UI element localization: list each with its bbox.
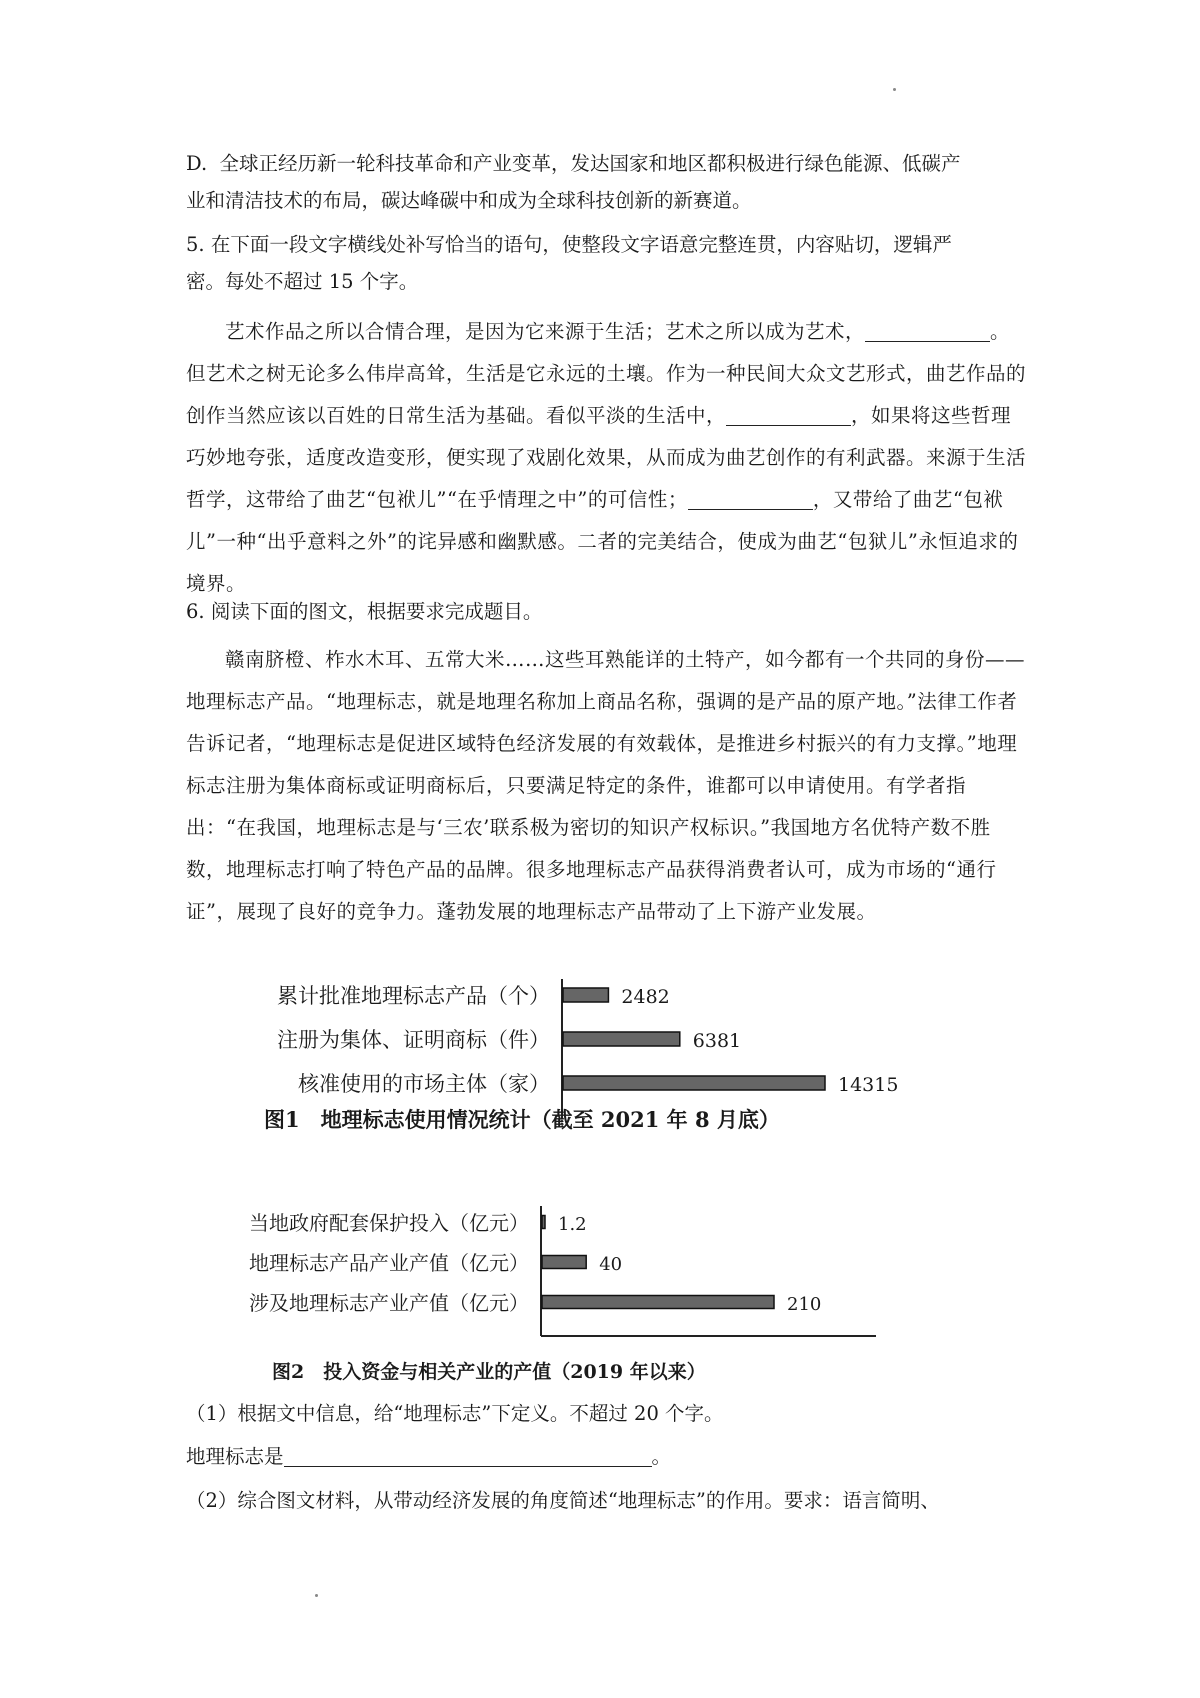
- chart1-bar: [563, 988, 608, 1002]
- figure-1-chart: [186, 975, 1046, 1155]
- fill-blank-3[interactable]: [688, 487, 813, 510]
- figure-2: [186, 1200, 1046, 1390]
- q5-passage-s1-end: 。: [990, 320, 1011, 343]
- option-d-line2: 业和清洁技术的布局，碳达峰碳中和成为全球科技创新的新赛道。: [186, 189, 752, 212]
- chart2-bar: [542, 1296, 774, 1309]
- chart2-value-label: 210: [787, 1294, 822, 1315]
- chart2-category-label: 地理标志产品产业产值（亿元）: [249, 1251, 529, 1275]
- option-d-line1: 全球正经历新一轮科技革命和产业变革，发达国家和地区都积极进行绿色能源、低碳产: [219, 152, 961, 175]
- definition-blank[interactable]: [284, 1444, 652, 1467]
- q6-number: 6.: [186, 600, 205, 623]
- q5-line2: 密。每处不超过 15 个字。: [186, 270, 419, 293]
- q5-passage-s4: ，又带给了曲艺“包袱儿”一种“出乎意料之外”的诧异感和幽默感。二者的完美结合，使成为曲艺“包狱儿”永恒追求的境界。: [186, 488, 1019, 595]
- chart2-value-label: 1.2: [558, 1214, 587, 1235]
- q5-passage-s3: ，如果将这些哲理巧妙地夸张，适度改造变形，便实现了戏剧化效果，从而成为曲艺创作的有利武器。来源于生活哲学，这带给了曲艺“包袱儿”“在乎情理之中”的可信性；: [186, 404, 1027, 511]
- chart2-title: 图2 投入资金与相关产业的产值（2019 年以来）: [272, 1361, 706, 1383]
- q6-passage: 赣南脐橙、柞水木耳、五常大米……这些耳熟能详的土特产，如今都有一个共同的身份——地理标志产品。“地理标志，就是地理名称加上商品名称，强调的是产品的原产地。”法律工作者告诉记者，“地理标志是促进区域特色经济发展的有效载体，是推进乡村振兴的有力支撑。”地理标志注册为集体商标或证明商标后，只要满足特定的条件，谁都可以申请使用。有学者指出：“在我国，地理标志是与‘三农’联系极为密切的知识产权标识。”我国地方名优特产数不胜数，地理标志打响了特色产品的品牌。很多地理标志产品获得消费者认可，成为市场的“通行证”，展现了良好的竞争力。蓬勃发展的地理标志产品带动了上下游产业发展。: [186, 648, 1026, 923]
- scan-speck: [315, 1594, 318, 1597]
- scan-speck: [893, 88, 896, 91]
- chart1-value-label: 14315: [838, 1074, 899, 1096]
- figure-2-chart: [186, 1200, 1046, 1390]
- q6-instruction: 阅读下面的图文，根据要求完成题目。: [210, 600, 543, 623]
- chart2-category-label: 涉及地理标志产业产值（亿元）: [249, 1291, 529, 1315]
- chart1-category-label: 累计批准地理标志产品（个）: [277, 984, 550, 1008]
- figure-1: [186, 975, 1046, 1155]
- q6-sub1-prefix: 地理标志是: [186, 1445, 284, 1468]
- q5-passage-s1: 艺术作品之所以合情合理，是因为它来源于生活；艺术之所以成为艺术，: [225, 320, 866, 343]
- chart1-category-label: 核准使用的市场主体（家）: [298, 1072, 550, 1096]
- chart1-value-label: 6381: [692, 1030, 742, 1052]
- q6-sub1-suffix: 。: [651, 1445, 672, 1468]
- chart1-bar: [563, 1076, 825, 1090]
- fill-blank-1[interactable]: [865, 319, 990, 342]
- chart2-bar: [542, 1216, 545, 1229]
- question-6: [186, 594, 1026, 630]
- q5-line1: 在下面一段文字横线处补写恰当的语句，使整段文字语意完整连贯，内容贴切，逻辑严: [210, 233, 952, 256]
- chart2-category-label: 当地政府配套保护投入（亿元）: [249, 1211, 529, 1235]
- option-d-label: D.: [186, 152, 208, 175]
- q6-sub1-answer: [186, 1439, 1026, 1475]
- q6-sub1-prompt: （1）根据文中信息，给“地理标志”下定义。不超过 20 个字。: [186, 1402, 724, 1425]
- chart1-value-label: 2482: [621, 986, 670, 1008]
- question-5: [186, 227, 1026, 263]
- fill-blank-2[interactable]: [726, 403, 851, 426]
- chart1-category-label: 注册为集体、证明商标（件）: [277, 1028, 550, 1052]
- chart2-bar: [542, 1256, 586, 1269]
- option-d: [186, 146, 1026, 182]
- chart1-bar: [563, 1032, 680, 1046]
- q5-passage-s2: 但艺术之树无论多么伟岸高耸，生活是它永远的土壤。作为一种民间大众文艺形式，曲艺作品的创作当然应该以百姓的日常生活为基础。看似平淡的生活中，: [186, 362, 1027, 427]
- chart1-title: 图1 地理标志使用情况统计（截至 2021 年 8 月底）: [264, 1107, 780, 1132]
- chart2-value-label: 40: [599, 1254, 623, 1275]
- q5-number: 5.: [186, 233, 205, 256]
- q6-sub2-prompt: （2）综合图文材料，从带动经济发展的角度简述“地理标志”的作用。要求：语言简明、: [186, 1489, 940, 1512]
- q5-passage: [186, 311, 1026, 605]
